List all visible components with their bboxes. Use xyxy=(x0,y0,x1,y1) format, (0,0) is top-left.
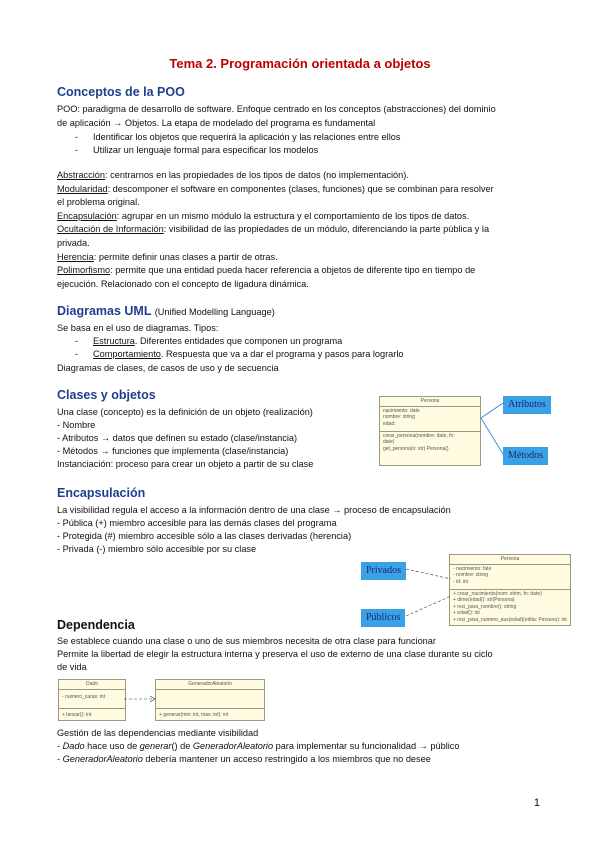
encap-line1: La visibilidad regula el acceso a la información dentro de una clase → proceso de encapsulación xyxy=(57,505,451,515)
dep-line2-cont: de vida xyxy=(57,662,87,672)
ocultacion-def-cont: privada. xyxy=(57,238,90,248)
list-item: - Utilizar un lenguaje formal para especificar los modelos xyxy=(75,145,319,155)
gestion-line2: - GeneradorAleatorio debería mantener un acceso restringido a los miembros que no desee xyxy=(57,754,431,764)
definition: : permite definir unas clases a partir de otras. xyxy=(93,252,278,262)
uml-method: + dime(edad(): str(Persona) xyxy=(453,597,515,603)
heading-conceptos: Conceptos de la POO xyxy=(57,85,185,99)
uml-attribute: - numero_caras: int xyxy=(62,693,106,700)
connector-line xyxy=(406,596,451,616)
label-atributos: Atributos xyxy=(503,396,551,414)
heading-subtext: (Unified Modelling Language) xyxy=(154,307,275,317)
uml-class-name: Persona xyxy=(380,397,480,407)
uml-class-name: Persona xyxy=(450,555,570,565)
uml-attribute: nombre: string xyxy=(383,414,415,420)
term: Polimorfismo xyxy=(57,265,111,275)
modularidad-def-cont: el problema original. xyxy=(57,197,140,207)
list-item-text: Utilizar un lenguaje formal para especificar los modelos xyxy=(93,145,319,155)
definition: . Respuesta que va a dar el programa y pasos para lograrlo xyxy=(160,349,404,359)
list-item: - Estructura. Diferentes entidades que componen un programa xyxy=(75,336,343,346)
uml-attribute: - nacimiento: fate xyxy=(453,565,492,572)
definition: : descomponer el software en componentes (clases, funciones) que se combinan para resolver xyxy=(107,184,494,194)
clases-line3: - Atributos → datos que definen su estado (clase/instancia) xyxy=(57,433,298,443)
uml-method: crear_persona(nombre: date, fn: xyxy=(383,432,455,439)
encap-line2: - Pública (+) miembro accesible para las demás clases del programa xyxy=(57,518,337,528)
clases-line4: - Métodos → funciones que implementa (clase/instancia) xyxy=(57,446,289,456)
method-ref: generar xyxy=(139,741,172,751)
heading-dependencia: Dependencia xyxy=(57,618,135,632)
definition: : agrupar en un mismo módulo la estructura y el comportamiento de los tipos de datos. xyxy=(116,211,470,221)
encap-line4: - Privada (-) miembro sólo accesible por su clase xyxy=(57,544,257,554)
uml-class-name: Dado xyxy=(59,680,125,690)
uml-method: + generar(min: int, max: int): int xyxy=(159,711,229,718)
text: () de xyxy=(171,741,193,751)
uml-method: + edad(): int xyxy=(453,610,480,616)
class-ref: GeneradorAleatorio xyxy=(62,754,143,764)
poo-paragraph-line1: POO: paradigma de desarrollo de software. Enfoque centrado en los conceptos (abstracciones) del dominio xyxy=(57,104,496,114)
text: para implementar su funcionalidad → público xyxy=(273,741,460,751)
heading-clases-objetos: Clases y objetos xyxy=(57,388,156,402)
dep-line1: Se establece cuando una clase o uno de sus miembros necesita de otra clase para funcionar xyxy=(57,636,436,646)
uml-attribute: - id: int xyxy=(453,578,469,585)
term: Estructura xyxy=(93,336,135,346)
clases-line1: Una clase (concepto) es la definición de un objeto (realización) xyxy=(57,407,313,417)
uml-class-name: GeneradorAleatorio xyxy=(156,680,264,690)
text: debería mantener un acceso restringido a los miembros que no desee xyxy=(142,754,431,764)
heading-encapsulacion: Encapsulación xyxy=(57,486,146,500)
uml-method: + reci_para_numero_aux(edad)(edita: Persona): int xyxy=(453,616,567,623)
definition: : centrarnos en las propiedades de los tipos de datos (no implementación). xyxy=(105,170,409,180)
uml-types: Diagramas de clases, de casos de uso y de secuencia xyxy=(57,363,279,373)
term: Ocultación de Información xyxy=(57,224,164,234)
clases-line5: Instanciación: proceso para crear un objeto a partir de su clase xyxy=(57,459,314,469)
uml-attribute: edad: xyxy=(383,420,396,427)
gestion-heading: Gestión de las dependencias mediante visibilidad xyxy=(57,728,259,738)
encap-line3: - Protegida (#) miembro accesible sólo a las clases derivadas (herencia) xyxy=(57,531,352,541)
definition: : permite que una entidad pueda hacer referencia a objetos de diferente tipo en tiempo de xyxy=(110,265,476,275)
term: Modularidad xyxy=(57,184,108,194)
dep-line2: Permite la libertad de elegir la estructura interna y preserva el uso de externo de una clase durante su ciclo xyxy=(57,649,493,659)
text: hace uso de xyxy=(84,741,140,751)
class-ref: Dado xyxy=(62,741,85,751)
label-privados: Privados xyxy=(361,562,406,580)
term: Comportamiento xyxy=(93,349,161,359)
uml-method: date) xyxy=(383,439,395,445)
label-metodos: Métodos xyxy=(503,447,548,465)
definition: . Diferentes entidades que componen un programa xyxy=(134,336,343,346)
list-item: - Identificar los objetos que requerirá la aplicación y las relaciones entre ellos xyxy=(75,132,401,142)
class-ref: GeneradorAleatorio xyxy=(192,741,274,751)
poo-paragraph-line2: de aplicación → Objetos. La etapa de modelado del programa es fundamental xyxy=(57,118,376,128)
uml-method: + crear_nacimiento(nom: strim, fn: date) xyxy=(453,590,542,597)
uml-attribute: - nombre: string xyxy=(453,572,489,578)
gestion-line1: - Dado hace uso de generar() de GeneradorAleatorio para implementar su funcionalidad → público xyxy=(57,741,460,751)
term: Abstracción xyxy=(57,170,106,180)
polimorfismo-def-cont: ejecución. Relacionado con el concepto de ligadura dinámica. xyxy=(57,279,309,289)
label-publicos: Públicos xyxy=(361,609,405,627)
term: Encapsulación xyxy=(57,211,117,221)
uml-method: + reci_para_nombre(): string xyxy=(453,603,517,610)
connector-line xyxy=(406,569,451,579)
list-item-text: Identificar los objetos que requerirá la aplicación y las relaciones entre ellos xyxy=(93,132,401,142)
heading-text: Diagramas UML xyxy=(57,304,152,318)
uml-method: get_persona(n: str) Persona() xyxy=(383,445,449,452)
connector-line xyxy=(481,418,503,454)
uml-method: + lanzar(): int xyxy=(62,711,92,718)
definition: : visibilidad de las propiedades de un módulo, diferenciando la parte pública y la xyxy=(163,224,490,234)
page-title: Tema 2. Programación orientada a objetos xyxy=(169,56,431,71)
connector-line xyxy=(481,403,503,418)
uml-intro: Se basa en el uso de diagramas. Tipos: xyxy=(57,323,219,333)
list-item: - Comportamiento. Respuesta que va a dar el programa y pasos para lograrlo xyxy=(75,349,404,359)
clases-line2: - Nombre xyxy=(57,420,96,430)
page-number: 1 xyxy=(533,797,540,809)
uml-attribute: nacimiento: date xyxy=(383,407,420,414)
term: Herencia xyxy=(57,252,94,262)
